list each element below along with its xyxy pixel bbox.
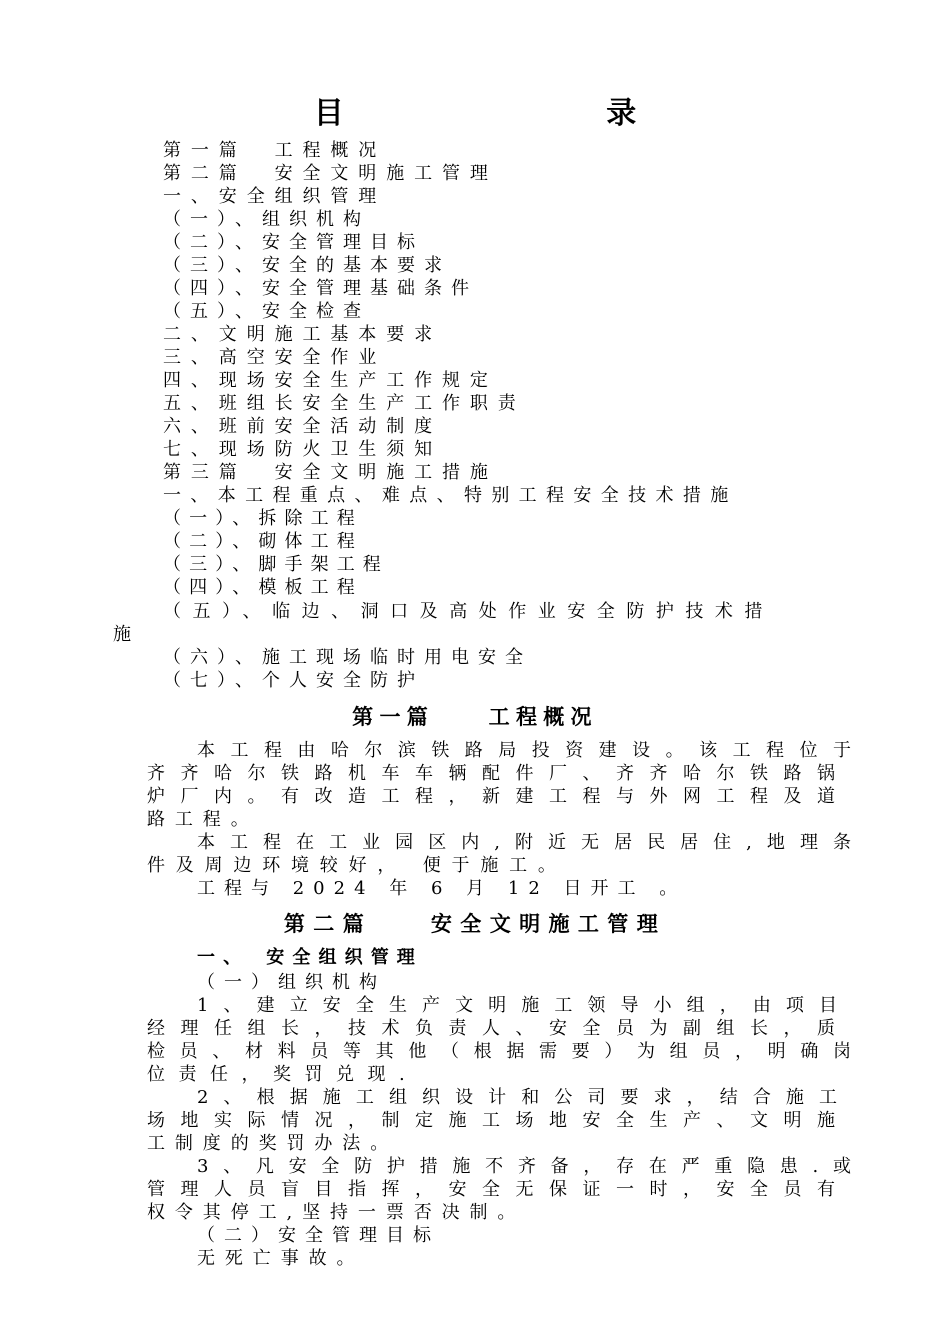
toc-item: （一）、组织机构 [163,209,370,230]
toc-item: （一）、拆除工程 [163,508,363,529]
toc-item: 七、现场防火卫生须知 [163,439,442,460]
paragraph-line: 场地实际情况，制定施工场地安全生产、文明施 [147,1110,835,1131]
toc-item: （四）、安全管理基础条件 [163,278,478,299]
paragraph-line: 工程与 2024 年 6 月 12 日开工 。 [197,878,687,899]
part1-heading: 第一篇 工程概况 [352,705,598,729]
toc-item: 三、高空安全作业 [163,347,387,368]
paragraph-line: 无死亡事故。 [197,1248,365,1269]
toc-item: 六、班前安全活动制度 [163,416,442,437]
paragraph-line: 工制度的奖罚办法。 [147,1133,399,1154]
paragraph-line: 炉厂内。有改造工程，新建工程与外网工程及道 [147,786,835,807]
paragraph-line: 3、凡安全防护措施不齐备，存在严重隐患.或 [197,1156,851,1177]
toc-item: （四）、模板工程 [163,577,363,598]
toc-item: 第一篇 工程概况 [163,140,387,161]
paragraph-line: 件及周边环境较好， 便于施工。 [147,855,567,876]
toc-item: （六）、施工现场临时用电安全 [163,647,532,668]
toc-item: 第二篇 安全文明施工管理 [163,163,498,184]
toc-item: （三）、安全的基本要求 [163,255,451,276]
paragraph-line: 权令其停工,坚持一票否决制。 [147,1202,526,1223]
part2-heading: 第二篇 安全文明施工管理 [283,912,667,936]
subsection-heading: （二）安全管理目标 [197,1225,440,1246]
toc-item: 施 [113,624,141,645]
paragraph-line: 齐齐哈尔铁路机车车辆配件厂、齐齐哈尔铁路锅 [147,763,835,784]
toc-item: （三）、脚手架工程 [163,554,389,575]
paragraph-line: 本工程由哈尔滨铁路局投资建设。该工程位于 [197,740,851,761]
paragraph-line: 2、根据施工组织设计和公司要求，结合施工 [197,1087,837,1108]
paragraph-line: 本工程在工业园区内,附近无居民居住,地理条 [197,832,851,853]
toc-item: 五、班组长安全生产工作职责 [163,393,526,414]
subsection-heading: （一）组织机构 [197,972,386,993]
toc-item: 一、安全组织管理 [163,186,387,207]
toc-item: （七）、个人安全防护 [163,670,424,691]
paragraph-line: 路工程。 [147,809,259,830]
toc-item: 第三篇 安全文明施工措施 [163,462,498,483]
paragraph-line: 管理人员盲目指挥，安全无保证一时，安全员有 [147,1179,835,1200]
section-heading: 一、 安全组织管理 [197,947,423,968]
toc-item: （五）、临边、洞口及高处作业安全防护技术措 [163,601,774,622]
paragraph-line: 1、建立安全生产文明施工领导小组，由项目 [197,995,837,1016]
toc-item: 四、现场安全生产工作规定 [163,370,498,391]
toc-item: 二、文明施工基本要求 [163,324,442,345]
toc-item: 一、本工程重点、难点、特别工程安全技术措施 [163,485,738,506]
paragraph-line: 经理任组长，技术负责人、安全员为副组长，质 [147,1018,835,1039]
toc-item: （二）、安全管理目标 [163,232,424,253]
paragraph-line: 位责任，奖罚兑现. [147,1064,419,1085]
paragraph-line: 检员、材料员等其他（根据需要）为组员，明确岗 [147,1041,851,1062]
toc-title: 目 录 [313,96,763,131]
toc-item: （五）、安全检查 [163,301,370,322]
toc-item: （二）、砌体工程 [163,531,363,552]
